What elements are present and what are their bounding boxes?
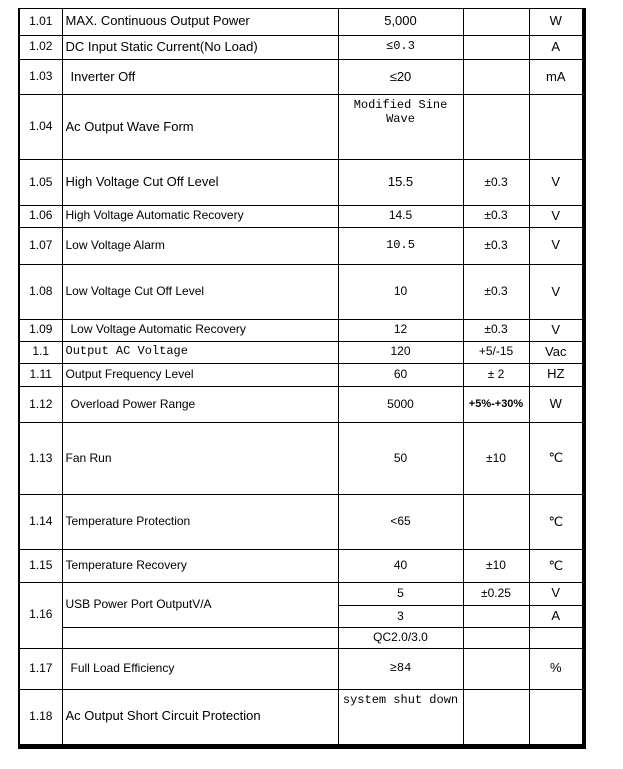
spec-table (18, 8, 586, 749)
parameter-value: 14.5 (338, 205, 463, 228)
parameter-value: 120 (338, 341, 463, 364)
spec-row (19, 9, 584, 36)
row-number: 1.05 (19, 160, 62, 205)
row-number: 1.15 (19, 550, 62, 583)
parameter-unit: Vac (529, 341, 584, 364)
parameter-value: <65 (338, 495, 463, 550)
parameter-unit: W (529, 386, 584, 423)
spec-row (19, 689, 584, 746)
row-number: 1.08 (19, 264, 62, 319)
parameter-tolerance: +5/-15 (463, 341, 529, 364)
parameter-value: 3 (338, 605, 463, 628)
row-number: 1.06 (19, 205, 62, 228)
parameter-name: Temperature Recovery (62, 550, 338, 583)
parameter-unit: ℃ (529, 495, 584, 550)
spec-row (19, 320, 584, 341)
row-number: 1.02 (19, 35, 62, 60)
parameter-name: Temperature Protection (62, 495, 338, 550)
spec-row (19, 341, 584, 364)
row-number: 1.13 (19, 423, 62, 495)
parameter-value: ≤0.3 (338, 35, 463, 60)
parameter-unit: A (529, 605, 584, 628)
row-number: 1.18 (19, 689, 62, 746)
row-number: 1.01 (19, 9, 62, 36)
parameter-name-blank (62, 628, 338, 648)
parameter-name: Fan Run (62, 423, 338, 495)
parameter-tolerance (463, 9, 529, 36)
parameter-unit: V (529, 264, 584, 319)
spec-row (19, 228, 584, 265)
parameter-unit: HZ (529, 364, 584, 387)
row-number: 1.1 (19, 341, 62, 364)
parameter-unit: V (529, 320, 584, 341)
parameter-tolerance (463, 94, 529, 160)
parameter-name: Ac Output Short Circuit Protection (62, 689, 338, 746)
parameter-value: 10 (338, 264, 463, 319)
spec-row (19, 550, 584, 583)
parameter-tolerance (463, 605, 529, 628)
parameter-tolerance: ±0.3 (463, 320, 529, 341)
row-number: 1.07 (19, 228, 62, 265)
parameter-unit: V (529, 583, 584, 606)
parameter-name: High Voltage Cut Off Level (62, 160, 338, 205)
parameter-tolerance (463, 628, 529, 648)
spec-row (19, 35, 584, 60)
parameter-tolerance: ±0.3 (463, 264, 529, 319)
parameter-name: MAX. Continuous Output Power (62, 9, 338, 36)
parameter-unit: ℃ (529, 423, 584, 495)
parameter-name: Ac Output Wave Form (62, 94, 338, 160)
spec-row (19, 94, 584, 160)
spec-subrow (19, 628, 584, 648)
parameter-tolerance (463, 689, 529, 746)
parameter-tolerance: ±10 (463, 423, 529, 495)
parameter-name: Low Voltage Automatic Recovery (62, 320, 338, 341)
parameter-value: Modified Sine Wave (338, 94, 463, 160)
row-number: 1.11 (19, 364, 62, 387)
parameter-tolerance (463, 35, 529, 60)
parameter-value: 50 (338, 423, 463, 495)
spec-row (19, 583, 584, 606)
parameter-name: Low Voltage Cut Off Level (62, 264, 338, 319)
parameter-tolerance (463, 495, 529, 550)
parameter-tolerance: +5%-+30% (463, 386, 529, 423)
parameter-value: 12 (338, 320, 463, 341)
spec-row (19, 205, 584, 228)
parameter-value: ≥84 (338, 648, 463, 689)
row-number: 1.14 (19, 495, 62, 550)
parameter-value: 5,000 (338, 9, 463, 36)
parameter-unit: ℃ (529, 550, 584, 583)
row-number: 1.09 (19, 320, 62, 341)
parameter-unit: V (529, 160, 584, 205)
parameter-unit (529, 689, 584, 746)
parameter-name: High Voltage Automatic Recovery (62, 205, 338, 228)
parameter-name: Inverter Off (62, 60, 338, 95)
parameter-value: 5000 (338, 386, 463, 423)
parameter-value: 60 (338, 364, 463, 387)
parameter-value: QC2.0/3.0 (338, 628, 463, 648)
parameter-unit (529, 628, 584, 648)
parameter-tolerance: ±10 (463, 550, 529, 583)
parameter-unit: V (529, 228, 584, 265)
parameter-tolerance: ±0.3 (463, 228, 529, 265)
parameter-value: ≤20 (338, 60, 463, 95)
parameter-unit (529, 94, 584, 160)
parameter-tolerance: ±0.25 (463, 583, 529, 606)
row-number: 1.12 (19, 386, 62, 423)
parameter-unit: A (529, 35, 584, 60)
parameter-value: 5 (338, 583, 463, 606)
parameter-name: Low Voltage Alarm (62, 228, 338, 265)
spec-row (19, 264, 584, 319)
spec-row (19, 60, 584, 95)
parameter-name: Output AC Voltage (62, 341, 338, 364)
parameter-value: 10.5 (338, 228, 463, 265)
spec-row (19, 160, 584, 205)
parameter-name: USB Power Port OutputV/A (62, 583, 338, 628)
parameter-name: Output Frequency Level (62, 364, 338, 387)
parameter-tolerance: ±0.3 (463, 160, 529, 205)
parameter-tolerance (463, 60, 529, 95)
parameter-name: Full Load Efficiency (62, 648, 338, 689)
spec-row (19, 648, 584, 689)
parameter-unit: % (529, 648, 584, 689)
row-number: 1.03 (19, 60, 62, 95)
parameter-unit: W (529, 9, 584, 36)
parameter-value: 40 (338, 550, 463, 583)
spec-row (19, 386, 584, 423)
parameter-unit: mA (529, 60, 584, 95)
parameter-tolerance: ±0.3 (463, 205, 529, 228)
spec-row (19, 423, 584, 495)
spec-row (19, 495, 584, 550)
parameter-tolerance (463, 648, 529, 689)
parameter-value: system shut down (338, 689, 463, 746)
parameter-value: 15.5 (338, 160, 463, 205)
row-number: 1.17 (19, 648, 62, 689)
spec-row (19, 364, 584, 387)
parameter-name: Overload Power Range (62, 386, 338, 423)
parameter-unit: V (529, 205, 584, 228)
parameter-name: DC Input Static Current(No Load) (62, 35, 338, 60)
row-number: 1.16 (19, 583, 62, 649)
row-number: 1.04 (19, 94, 62, 160)
parameter-tolerance: ± 2 (463, 364, 529, 387)
